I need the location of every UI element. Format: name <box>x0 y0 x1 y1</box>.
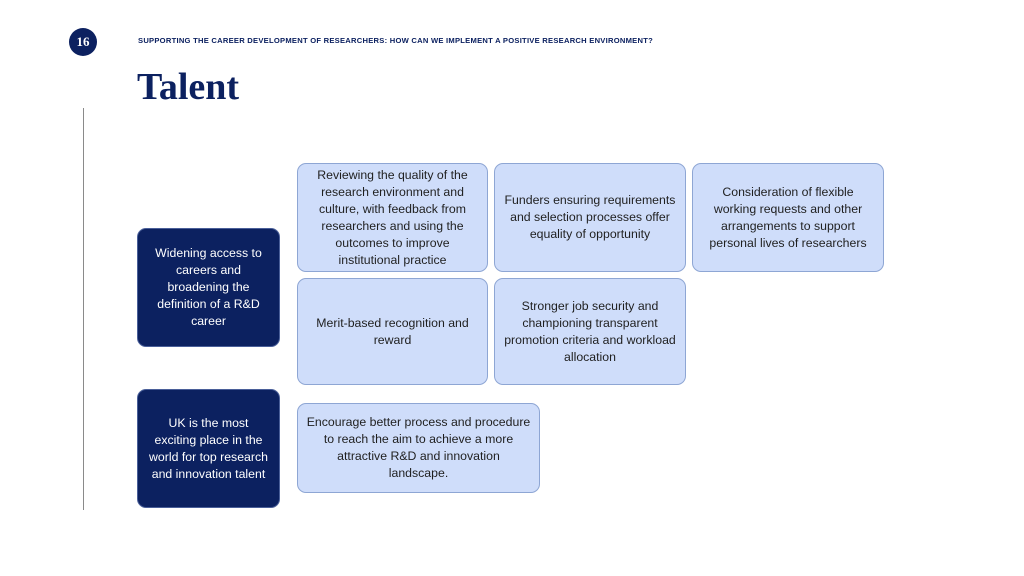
action-label: Funders ensuring requirements and selection processes offer equality of opportunity <box>504 193 676 241</box>
theme-label: UK is the most exciting place in the world for top research and innovation talent <box>149 415 268 481</box>
action-box-funders-equality <box>494 163 686 272</box>
action-box-job-security <box>494 278 686 385</box>
theme-label: Widening access to careers and broadening the definition of a R&D career <box>155 246 262 328</box>
action-box-flexible-working <box>692 163 884 272</box>
page-title: Talent <box>137 66 240 108</box>
theme-box-uk-talent <box>137 389 280 508</box>
theme-box-widening-access <box>137 228 280 347</box>
action-label: Merit-based recognition and reward <box>316 315 469 347</box>
action-label: Stronger job security and championing transparent promotion criteria and workload allocation <box>504 298 676 364</box>
action-label: Consideration of flexible working requests and other arrangements to support personal lives of researchers <box>709 184 867 250</box>
page-number-badge: 16 <box>69 28 97 56</box>
divider-line <box>83 108 84 510</box>
action-box-research-environment <box>297 163 488 272</box>
action-box-better-process <box>297 403 540 493</box>
action-label: Encourage better process and procedure to reach the aim to achieve a more attractive R&D and innovation landscape. <box>306 415 531 480</box>
action-label: Reviewing the quality of the research environment and culture, with feedback from researchers and using the outcomes to improve institutional practice <box>317 167 468 267</box>
action-box-merit-recognition <box>297 278 488 385</box>
header-title: SUPPORTING THE CAREER DEVELOPMENT OF RESEARCHERS: HOW CAN WE IMPLEMENT A POSITIVE RESEARCH ENVIRONMENT? <box>138 36 654 45</box>
